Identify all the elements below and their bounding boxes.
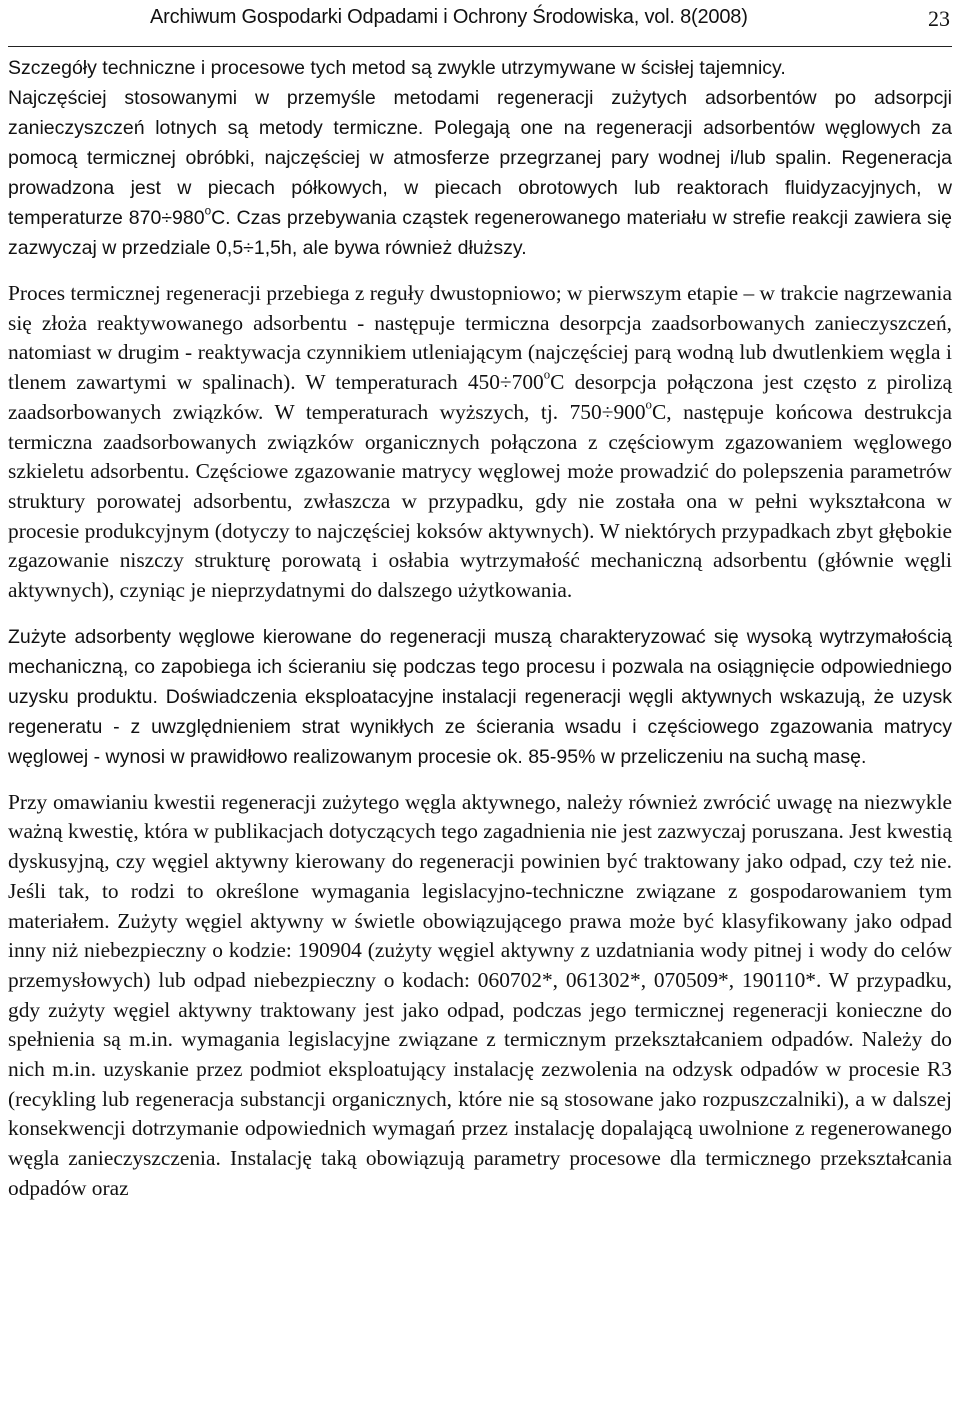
paragraph-2-text-a: Najczęściej stosowanymi w przemyśle metodami regeneracji zużytych adsorbentów po adsorpcji zanieczyszczeń lotnych są metody termiczne. Polegają one na regeneracji adsorbentów węglowych za pomocą termicznej obróbki, najczęściej w atmosferze przegrzanej pary wodnej i/lub spalin. Regeneracja prowadzona jest w piecach półkowych, w piecach obrotowych lub reaktorach fluidyzacyjnych, w temperaturze 870÷980 (8, 87, 952, 229)
running-header (8, 0, 952, 47)
page-number: 23 (928, 6, 950, 31)
paragraph-3-text-a: Proces termicznej regeneracji przebiega z reguły dwustopniowo; w pierwszym etapie – w trakcie nagrzewania się złoża reaktywowanego adsorbentu - następuje termiczna desorpcja zaadsorbowanych zanieczyszczeń, natomiast w drugim - reaktywacja czynnikiem utleniającym (najczęściej parą wodną lub dwutlenkiem węgla i tlenem zawartymi w spalinach). W temperaturach 450÷700 (8, 281, 952, 395)
paragraph-2 (8, 83, 952, 263)
paragraph-1: Szczegóły techniczne i procesowe tych metod są zwykle utrzymywane w ścisłej tajemnicy. (8, 57, 786, 79)
degree-superscript: o (543, 367, 551, 382)
paragraph-3-text-c: C, następuje końcowa destrukcja termiczna zaadsorbowanych związków organicznych połączona z częściowym zgazowaniem węglowego szkieletu adsorbentu. Częściowe zgazowanie matrycy węglowej może prowadzić do polepszenia parametrów struktury porowatej adsorbentu, zwłaszcza w przypadku, gdy nie została ona w pełni wykształcona w procesie produkcyjnym (dotyczy to najczęściej koksów aktywnych). W niektórych przypadkach zbyt głębokie zgazowanie niszczy strukturę porowatą i osłabia wytrzymałość mechaniczną adsorbentu (głównie węgli aktywnych), czyniąc je nieprzydatnymi do dalszego użytkowania. (8, 399, 952, 603)
degree-superscript: o (645, 397, 652, 412)
paragraph-2-text-b: C. Czas przebywania cząstek regenerowanego materiału w strefie reakcji zawiera się zazwyczaj w przedziale 0,5÷1,5h, ale bywa również dłuższy. (8, 207, 952, 259)
paragraph-5: Przy omawianiu kwestii regeneracji zużytego węgla aktywnego, należy również zwrócić uwagę na niezwykle ważną kwestię, która w publikacjach dotyczących tego zagadnienia nie jest zazwyczaj poruszana. Jest kwestią dyskusyjną, czy węgiel aktywny kierowany do regeneracji powinien być traktowany jako odpad, czy też nie. Jeśli tak, to rodzi to określone wymagania legislacyjno-techniczne związane z gospodarowaniem tym materiałem. Zużyty węgiel aktywny w świetle obowiązującego prawa może być klasyfikowany jako odpad inny niż niebezpieczny o kodzie: 190904 (zużyty węgiel aktywny z uzdatniania wody pitnej i wody do celów przemysłowych) lub odpad niebezpieczny o kodach: 060702*, 061302*, 070509*, 190110*. W przypadku, gdy zużyty węgiel aktywny traktowany jest jako odpad, podczas jego termicznej regeneracji konieczne do spełnienia są m.in. wymagania legislacyjne związane z termicznym przekształcaniem odpadów. Należy do nich m.in. uzyskanie przez podmiot eksploatujący instalację zezwolenia na odzysk odpadów w procesie R3 (recykling lub regeneracja substancji organicznych, które nie są stosowane jako rozpuszczalniki), a w dalszej konsekwencji dotrzymanie odpowiednich wymagań przez instalację dopalającą uwolnione z regenerowanego węgla zanieczyszczenia. Instalację taką obowiązują parametry procesowe dla termicznego przekształcania odpadów oraz (8, 789, 952, 1200)
paragraph-4: Zużyte adsorbenty węglowe kierowane do regeneracji muszą charakteryzować się wysoką wytrzymałością mechaniczną, co zapobiega ich ścieraniu się podczas tego procesu i pozwala na osiągnięcie odpowiedniego uzysku produktu. Doświadczenia eksploatacyjne instalacji regeneracji węgli aktywnych wskazują, że uzysk regeneratu - z uwzględnieniem strat wynikłych ze ścierania wsadu i częściowego zgazowania matrycy węglowej - wynosi w prawidłowo realizowanym procesie ok. 85-95% w przeliczeniu na suchą masę. (8, 625, 952, 768)
journal-title: Archiwum Gospodarki Odpadami i Ochrony Środowiska, vol. 8(2008) (150, 6, 748, 28)
paragraph-3 (8, 279, 952, 606)
degree-superscript: o (204, 204, 212, 218)
document-page (8, 0, 952, 1204)
paragraph-3-text-b: C desorpcja połączona jest często z pirolizą zaadsorbowanych związków. W temperaturach wyższych, tj. 750÷900 (8, 370, 952, 424)
